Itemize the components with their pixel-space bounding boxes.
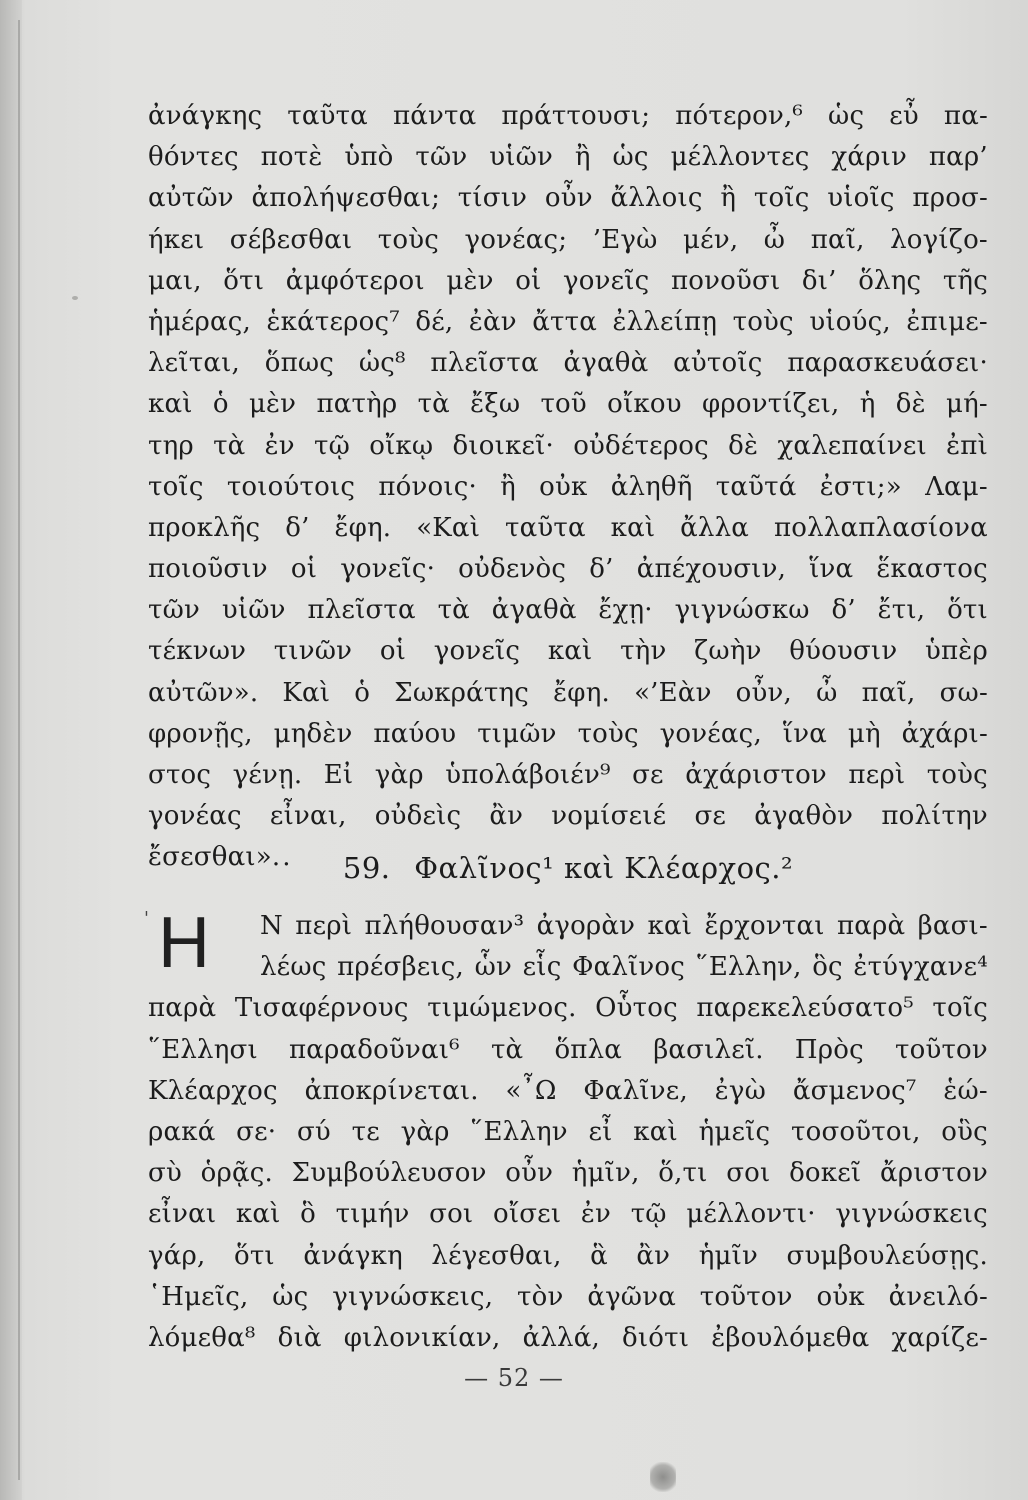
text-line — [148, 1194, 988, 1235]
word: Φαλῖνε, — [583, 1075, 688, 1106]
word: οὐδέτερος — [573, 430, 709, 461]
word: ἐστι;» — [819, 471, 902, 502]
word: σε· — [236, 1116, 277, 1147]
word: παρασκευάσει· — [787, 348, 988, 379]
word: ὅτι — [947, 595, 988, 626]
word: ταῦτα — [505, 512, 586, 543]
text-line — [148, 178, 988, 219]
word: Κλέαρχος — [148, 1075, 278, 1106]
text-line — [148, 96, 988, 137]
word: ἄττα — [532, 306, 597, 337]
word: οὐκ — [816, 1281, 865, 1312]
word: ἡμέρας, — [148, 306, 252, 337]
paragraph-phalinus-clearchus — [148, 903, 988, 1359]
word: ὡς — [612, 142, 649, 173]
word: γονέας; — [464, 224, 568, 255]
text-line — [148, 220, 988, 261]
word: ὃς — [812, 952, 843, 983]
word: ἡμῖν, — [571, 1158, 640, 1189]
word: χαλεπαίνει — [777, 430, 927, 461]
word: γιγνώσκεις — [835, 1199, 988, 1230]
word: ἢ — [574, 142, 591, 173]
word: ὧν — [474, 952, 513, 983]
word: υἱῶν — [221, 595, 286, 626]
word: ἡ — [859, 389, 876, 420]
word: Οὗτος — [595, 993, 678, 1024]
word: πλεῖστα — [430, 348, 539, 379]
word: ἀγαθὰ — [563, 348, 649, 379]
word: ὅτι — [233, 1240, 275, 1271]
word: οὓς — [941, 1116, 988, 1147]
word: οἴκῳ — [369, 430, 434, 461]
word: πόνοις· — [378, 471, 477, 502]
word: ἄσμενος⁷ — [792, 1075, 917, 1106]
word: ὅ,τι — [658, 1158, 708, 1189]
word: ὑπὲρ — [925, 636, 988, 667]
word: ρακά — [148, 1116, 216, 1147]
word: πλεῖστα — [307, 595, 416, 626]
word: ἐγὼ — [714, 1075, 767, 1106]
word: εἶ — [588, 1116, 613, 1147]
text-line — [148, 906, 988, 947]
word: καὶ — [633, 1116, 678, 1147]
word: ἀγορὰν — [536, 911, 636, 941]
word: ἐν — [580, 1199, 612, 1230]
text-line — [148, 947, 988, 988]
word: γάρ, — [148, 1240, 206, 1271]
text-line — [148, 384, 988, 425]
word: ἀπολήψεσθαι; — [251, 183, 441, 214]
word: ἢ — [720, 183, 737, 214]
word: Λαμ- — [925, 471, 988, 502]
word: σω- — [939, 677, 988, 708]
word: οὐκ — [539, 471, 588, 502]
word: τῶν — [148, 595, 200, 626]
word: ἐλλείπῃ — [612, 306, 718, 337]
word: Ν — [260, 911, 283, 941]
word: ὦ — [763, 224, 786, 255]
word: στος — [148, 760, 212, 790]
word: λογίζο- — [890, 224, 988, 255]
corner-smudge — [650, 1462, 676, 1492]
word: ἔφη. — [553, 677, 610, 708]
word: ἵνα — [782, 718, 827, 749]
word: ἢ — [500, 471, 516, 502]
word: τὸν — [517, 1281, 564, 1312]
text-line — [148, 549, 988, 590]
text-line — [148, 508, 988, 549]
word: πρέσβεις, — [337, 952, 465, 983]
word: μαι, — [148, 265, 202, 296]
text-line — [148, 137, 988, 178]
word: ῾Ημεῖς, — [148, 1281, 249, 1312]
word: ἐπιμε- — [906, 306, 988, 337]
word: Πρὸς — [794, 1034, 864, 1065]
word: ἔσεσθαι». — [148, 842, 281, 873]
word: πράττουσι; — [501, 101, 651, 131]
word: παρὰ — [836, 911, 906, 941]
word: ἄριστον — [879, 1158, 988, 1189]
word: καὶ — [547, 636, 593, 667]
word: πατὴρ — [316, 389, 398, 420]
word: μὴ — [847, 718, 881, 749]
margin-tick-mark: ' — [144, 908, 149, 929]
word: εἷς — [522, 952, 562, 983]
word: δ’ — [285, 512, 310, 543]
word: τὴν — [620, 636, 667, 667]
word: οἱ — [515, 265, 542, 296]
word: διὰ — [277, 1322, 322, 1353]
word: μέν, — [683, 224, 739, 255]
word: τοῖς — [148, 471, 204, 502]
word: τοῖς — [753, 183, 810, 214]
word: ὦ — [816, 677, 838, 708]
word: αὐτοῖς — [673, 348, 763, 379]
word: σὺ — [148, 1158, 182, 1189]
word: τιμώμενος. — [427, 993, 577, 1024]
word: ὅτι — [223, 265, 265, 296]
word: χάριν — [831, 142, 908, 173]
word: τιμήν — [335, 1199, 410, 1230]
word: γένῃ. — [232, 760, 303, 790]
word: λέγεσθαι, — [431, 1240, 562, 1271]
word: ἀμφότεροι — [285, 265, 425, 296]
word: ἀποκρίνεται. — [304, 1075, 479, 1106]
word: τέκνων — [148, 636, 247, 667]
word: ἵνα — [809, 554, 854, 585]
word: γονέας, — [659, 718, 762, 749]
word: ὅλης — [858, 265, 922, 296]
word: σοι — [429, 1199, 474, 1230]
word: καὶ — [148, 389, 193, 420]
word: ταῦτά — [715, 471, 797, 502]
word: σύ — [296, 1116, 331, 1147]
word: διοικεῖ· — [452, 430, 554, 461]
word: ἔρχονται — [704, 911, 825, 941]
word: φρονῇς, — [148, 718, 253, 749]
word: δέ, — [415, 306, 454, 337]
word: παῖ, — [861, 677, 916, 708]
word: . — [282, 842, 291, 873]
page-number: — 52 — — [464, 1364, 564, 1392]
word: οἴσει — [492, 1199, 562, 1230]
word: γιγνώσκεις, — [332, 1281, 494, 1312]
word: μέλλοντες — [670, 142, 810, 173]
word: πολλαπλασίονα — [773, 512, 988, 543]
word: περὶ — [848, 760, 906, 790]
paragraph-socrates-lamprocles — [148, 96, 988, 879]
word: «Καὶ — [416, 512, 481, 543]
word: οὖν — [544, 183, 593, 214]
word: φιλονικίαν, — [343, 1322, 501, 1353]
word: γονεῖς — [563, 265, 650, 296]
word: θύουσιν — [789, 636, 898, 667]
word: ὃ — [300, 1199, 316, 1230]
text-line — [148, 1071, 988, 1112]
word: ὅπλα — [554, 1034, 623, 1065]
word: σοι — [726, 1158, 771, 1189]
word: παύου — [373, 718, 457, 749]
word: εὖ — [889, 101, 919, 131]
word: τοὺς — [926, 760, 988, 790]
word: σέβεσθαι — [229, 224, 353, 255]
word: καὶ — [235, 1199, 281, 1230]
word: διότι — [622, 1322, 690, 1353]
word: ἐν — [264, 430, 295, 461]
word: δι’ — [801, 265, 837, 296]
word: τοῦτον — [895, 1034, 988, 1065]
word: υἱούς, — [809, 306, 891, 337]
word: λόμεθα⁸ — [148, 1322, 256, 1353]
word: περὶ — [295, 911, 353, 941]
word: ἂν — [636, 1240, 671, 1271]
word: Εἰ — [323, 760, 354, 790]
word: ἐὰν — [468, 306, 517, 337]
word: ’Εγὼ — [592, 224, 658, 255]
word: ἔξω — [470, 389, 521, 420]
word: σε — [632, 760, 664, 790]
word: οὐδενὸς — [458, 554, 567, 585]
word: γονεῖς· — [340, 554, 436, 585]
text-line — [148, 1112, 988, 1153]
word: ἀληθῆ — [610, 471, 693, 502]
word: ῞Ελλην — [470, 1116, 568, 1147]
word: ζωὴν — [694, 636, 762, 667]
word: Τισαφέρνους — [234, 993, 409, 1024]
text-line — [148, 1153, 988, 1194]
text-line — [148, 714, 988, 755]
text-line — [148, 755, 988, 796]
word: πλήθουσαν³ — [364, 911, 525, 941]
word: νομίσειέ — [551, 801, 667, 832]
word: παρ’ — [928, 142, 988, 173]
word: τίσιν — [457, 183, 528, 214]
text-line — [148, 1318, 988, 1359]
word: αὐτῶν». — [148, 677, 259, 708]
word: ἀνειλό- — [888, 1281, 988, 1312]
word: υἱῶν — [489, 142, 554, 173]
word: καὶ — [647, 911, 693, 941]
word: ὑπὸ — [344, 142, 394, 173]
text-line — [148, 590, 988, 631]
word: τηρ — [148, 430, 194, 461]
word: ποτὲ — [260, 142, 323, 173]
word: μὲν — [248, 389, 297, 420]
word: τε — [351, 1116, 380, 1147]
word: τῷ — [630, 1199, 667, 1230]
word: Συμβούλευσον — [291, 1158, 487, 1189]
word: ὁρᾷς. — [200, 1158, 273, 1189]
word: παῖ, — [810, 224, 865, 255]
word: τὰ — [417, 389, 450, 420]
word: υἱοῖς — [827, 183, 895, 214]
word: γὰρ — [400, 1116, 450, 1147]
text-line — [148, 467, 988, 508]
word: μὲν — [446, 265, 494, 296]
paper-speck — [72, 296, 78, 300]
text-line — [148, 796, 988, 837]
word: ἔτι, — [877, 595, 926, 626]
word: αὐτῶν — [148, 183, 234, 214]
word: ὑπολάβοιέν⁹ — [445, 760, 611, 790]
word: πονοῦσι — [671, 265, 781, 296]
text-line — [148, 426, 988, 467]
word: τὰ — [213, 430, 246, 461]
word: βασι- — [917, 911, 988, 941]
word: δ’ — [831, 595, 856, 626]
word: λέως — [260, 952, 327, 983]
text-line — [148, 1277, 988, 1318]
word: θόντες — [148, 142, 239, 173]
word: ὁ — [354, 677, 371, 708]
text-line — [148, 673, 988, 714]
word: τοσοῦτοι, — [791, 1116, 921, 1147]
word: τὰ — [490, 1034, 524, 1065]
word: «’Εὰν — [634, 677, 712, 708]
word: ποιοῦσιν — [148, 554, 268, 585]
word: συμβουλεύσῃς. — [786, 1240, 988, 1271]
word: τοῖς — [932, 993, 988, 1024]
word: ἐτύγχανε⁴ — [853, 952, 988, 983]
text-line — [148, 261, 988, 302]
word: ἀγαθὰ — [491, 595, 577, 626]
word: Καὶ — [282, 677, 331, 708]
word: Φαλῖνος — [572, 952, 686, 983]
word: ῞Ελλησι — [148, 1034, 258, 1065]
word: ἔφη. — [334, 512, 392, 543]
word: τοὺς — [732, 306, 794, 337]
word: οὖν — [505, 1158, 554, 1189]
word: λεῖται, — [148, 348, 240, 379]
word: ἀλλά, — [522, 1322, 600, 1353]
word: γονεῖς — [433, 636, 521, 667]
word: ἀνάγκης — [148, 101, 263, 131]
word: ἂν — [489, 801, 524, 832]
word: γὰρ — [374, 760, 424, 790]
word: βασιλεῖ. — [653, 1034, 764, 1065]
word: τοῦτον — [699, 1281, 793, 1312]
word: τιμῶν — [477, 718, 557, 749]
word: καὶ — [610, 512, 656, 543]
word: ἡμῖν — [698, 1240, 758, 1271]
word: μέλλοντι· — [686, 1199, 816, 1230]
word: ὅπως — [264, 348, 335, 379]
word: δὲ — [895, 389, 926, 420]
word: τὰ — [437, 595, 470, 626]
word: τῷ — [313, 430, 350, 461]
word: εἶναι, — [269, 801, 347, 832]
word: τοῦ — [540, 389, 587, 420]
word: οὖν, — [735, 677, 793, 708]
word: χαρίζε- — [891, 1322, 988, 1353]
word: μηδὲν — [273, 718, 353, 749]
word: ἐπὶ — [946, 430, 988, 461]
word: πότερον,⁶ — [675, 101, 804, 131]
word: γονέας — [148, 801, 242, 832]
word: πα- — [943, 101, 988, 131]
word: ἔχῃ· — [598, 595, 653, 626]
word: «῏Ω — [505, 1075, 557, 1106]
word: ἐβουλόμεθα — [711, 1322, 870, 1353]
word: τοὺς — [577, 718, 639, 749]
word: φροντίζει, — [701, 389, 840, 420]
word: τοὺς — [377, 224, 439, 255]
word: ἀχάριστον — [685, 760, 827, 790]
word: ἑώ- — [943, 1075, 988, 1106]
word: σε — [694, 801, 727, 832]
section-heading — [148, 846, 988, 890]
word: οἱ — [290, 554, 318, 585]
word: ὡς — [272, 1281, 309, 1312]
word: ἃ — [590, 1240, 608, 1271]
word: πάντα — [392, 101, 477, 131]
word: δοκεῖ — [789, 1158, 862, 1189]
text-line — [148, 988, 988, 1029]
word: τῆς — [942, 265, 988, 296]
word: δ’ — [589, 554, 614, 585]
word: ὁ — [212, 389, 229, 420]
word: Σωκράτης — [394, 677, 530, 708]
word: ήκει — [148, 224, 205, 255]
word: ἕκαστος — [876, 554, 988, 585]
word: παραδοῦναι⁶ — [289, 1034, 460, 1065]
word: ἀχάρι- — [901, 718, 988, 749]
text-line — [148, 302, 988, 343]
word: προκλῆς — [148, 512, 261, 543]
word: ἄλλα — [680, 512, 750, 543]
word: οὐδεὶς — [374, 801, 462, 832]
word: εἶναι — [148, 1199, 217, 1230]
word: ἄλλοις — [610, 183, 703, 214]
word: παρεκελεύσατο⁵ — [696, 993, 914, 1024]
text-line — [148, 1030, 988, 1071]
word: ἀνάγκη — [303, 1240, 403, 1271]
drop-cap-letter: Η — [158, 903, 210, 983]
word: ἀγῶνα — [587, 1281, 676, 1312]
word: πολίτην — [881, 801, 988, 832]
text-line — [148, 343, 988, 384]
word: ἀγαθὸν — [754, 801, 854, 832]
word: παρὰ — [148, 993, 217, 1024]
word: οἴκου — [607, 389, 682, 420]
word: ἀπέχουσιν, — [636, 554, 787, 585]
word: δὲ — [728, 430, 759, 461]
text-line — [148, 631, 988, 672]
word: προσ- — [912, 183, 988, 214]
word: ἡμεῖς — [698, 1116, 771, 1147]
word: οἱ — [379, 636, 407, 667]
section-title: Φαλῖνος¹ καὶ Κλέαρχος.² — [414, 851, 794, 885]
word: ὡς — [828, 101, 865, 131]
word: μή- — [946, 389, 988, 420]
section-number: 59. — [342, 851, 391, 885]
spine-fold-line — [18, 20, 20, 1480]
text-line — [148, 1236, 988, 1277]
word: τινῶν — [273, 636, 353, 667]
word: ῞Ελλην, — [695, 952, 802, 983]
word: γιγνώσκω — [674, 595, 810, 626]
word: ἑκάτερος⁷ — [266, 306, 400, 337]
word: ὡς⁸ — [358, 348, 406, 379]
word: ταῦτα — [287, 101, 368, 131]
word: τῶν — [415, 142, 468, 173]
word: τοιούτοις — [226, 471, 356, 502]
